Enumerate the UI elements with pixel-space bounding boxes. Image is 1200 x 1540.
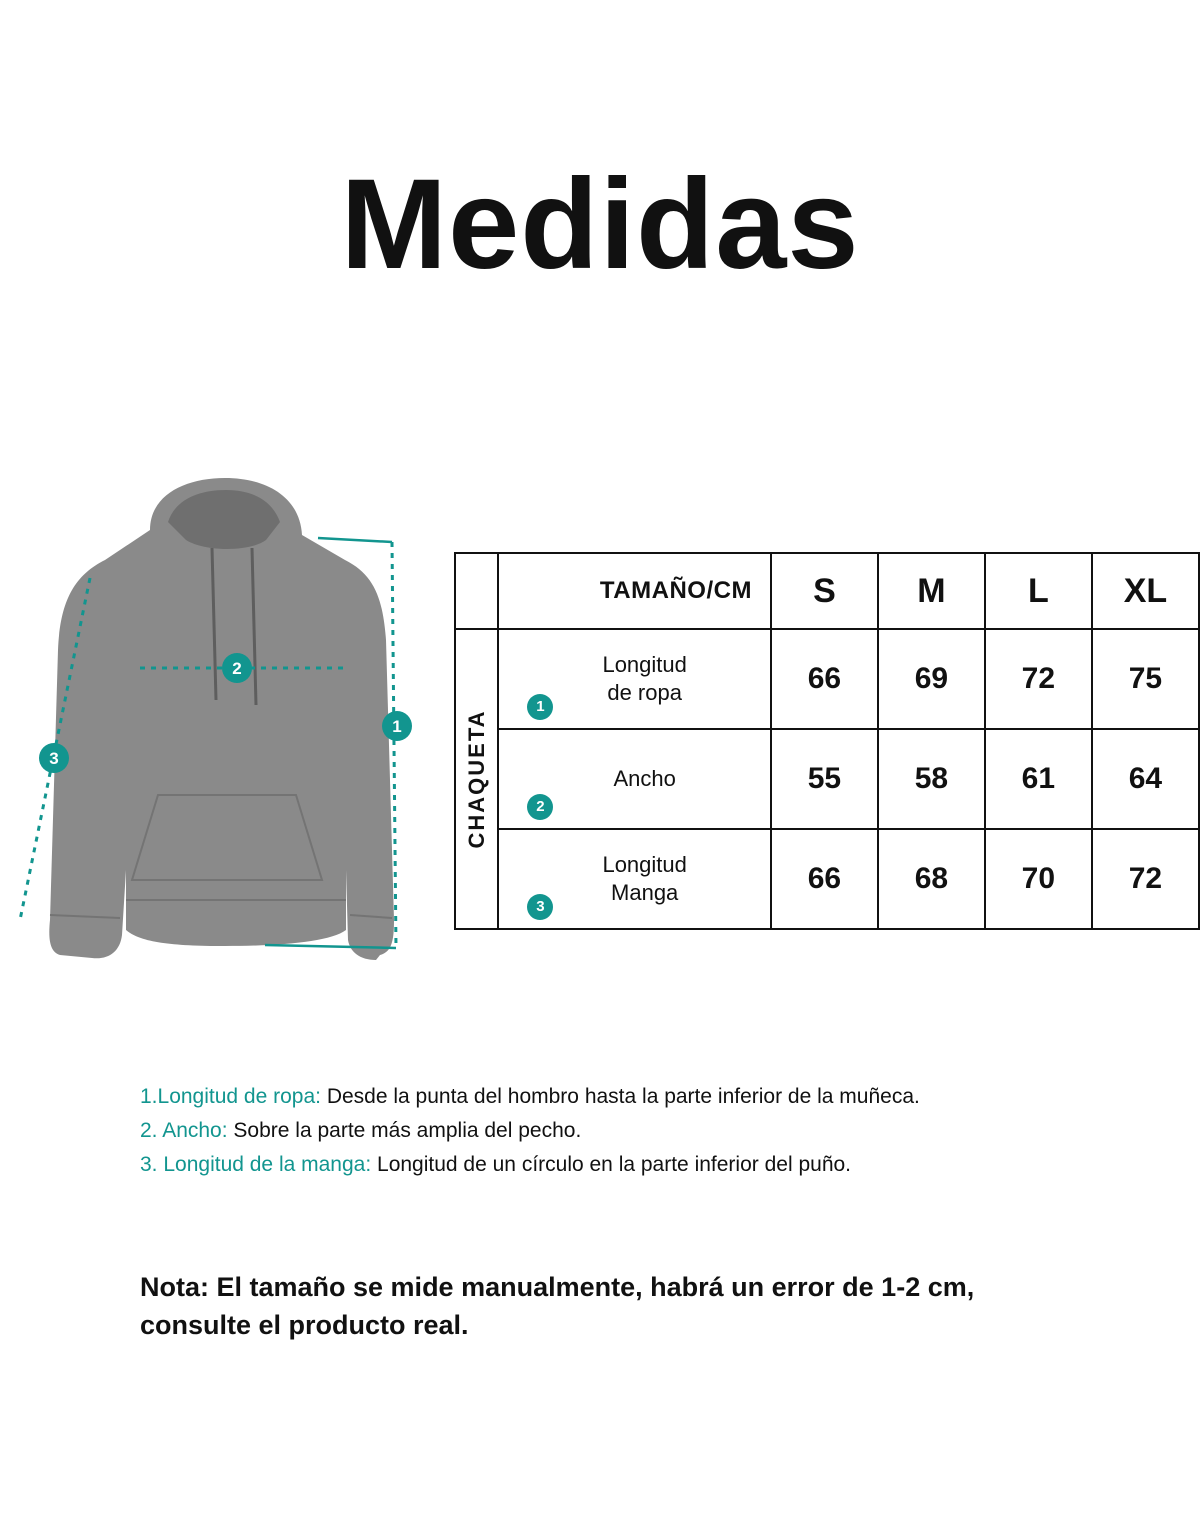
table-cell: 70	[985, 829, 1092, 929]
header-label: TAMAÑO/CM	[498, 553, 771, 629]
row-label-cell	[498, 729, 771, 829]
disclaimer-note	[140, 1268, 1180, 1344]
size-header: S	[771, 553, 878, 629]
marker-1-label: 1	[392, 717, 402, 736]
table-cell: 61	[985, 729, 1092, 829]
size-header: L	[985, 553, 1092, 629]
hoodie-illustration	[0, 460, 440, 980]
disclaimer-line: consulte el producto real.	[140, 1310, 469, 1340]
row-label-cell	[498, 829, 771, 929]
table-cell: 75	[1092, 629, 1199, 729]
note-key: 1.Longitud de ropa:	[140, 1085, 321, 1108]
table-cell: 55	[771, 729, 878, 829]
row-label-line: Longitud	[602, 852, 687, 877]
note-key: 2. Ancho:	[140, 1119, 228, 1142]
table-cell: 64	[1092, 729, 1199, 829]
category-label: CHAQUETA	[463, 709, 489, 849]
corner-cell	[455, 553, 498, 629]
marker-2-label: 2	[232, 659, 242, 678]
note-line	[140, 1114, 1180, 1148]
size-header: M	[878, 553, 985, 629]
row-label-cell	[498, 629, 771, 729]
note-text: Desde la punta del hombro hasta la parte inferior de la muñeca.	[320, 1085, 920, 1108]
note-line	[140, 1080, 1180, 1114]
row-number-badge: 2	[527, 794, 553, 820]
row-label-line: Longitud	[602, 652, 687, 677]
hoodie-body	[49, 478, 394, 960]
table-cell: 69	[878, 629, 985, 729]
note-text: Longitud de un círculo en la parte inferior del puño.	[371, 1153, 852, 1176]
table-row	[455, 829, 1199, 929]
table-row	[455, 629, 1199, 729]
measurement-notes	[140, 1080, 1180, 1182]
table-cell: 68	[878, 829, 985, 929]
note-line	[140, 1148, 1180, 1182]
size-table	[454, 552, 1200, 930]
marker-3-label: 3	[49, 749, 59, 768]
table-cell: 72	[985, 629, 1092, 729]
category-cell	[455, 629, 498, 929]
row-label-line: de ropa	[607, 680, 682, 705]
note-text: Sobre la parte más amplia del pecho.	[227, 1119, 582, 1142]
row-label-line: Manga	[611, 880, 679, 905]
row-number-badge: 3	[527, 894, 553, 920]
table-cell: 66	[771, 629, 878, 729]
note-key: 3. Longitud de la manga:	[140, 1153, 372, 1176]
table-cell: 58	[878, 729, 985, 829]
row-label-line: Ancho	[613, 766, 676, 791]
page-title: Medidas	[340, 153, 860, 296]
table-header-row	[455, 553, 1199, 629]
size-header: XL	[1092, 553, 1199, 629]
row-number-badge: 1	[527, 694, 553, 720]
measure-1-top	[318, 538, 392, 542]
table-cell: 72	[1092, 829, 1199, 929]
table-row	[455, 729, 1199, 829]
disclaimer-line: Nota: El tamaño se mide manualmente, habrá un error de 1-2 cm,	[140, 1272, 975, 1302]
table-cell: 66	[771, 829, 878, 929]
